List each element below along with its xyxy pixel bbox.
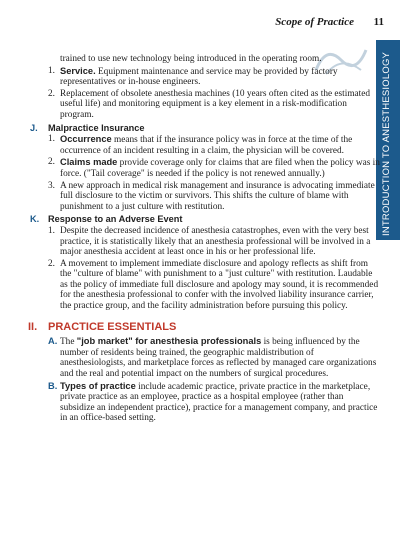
list-item: 2. A movement to implement immediate disclosure and apology reflects as shift from the "culture of blame" with punishment to a "just culture" with restitution. Laudable as the policy of immediate full disclosure and apology may sound, it is recommended for the anesthesia professional to confer with the involved liability insurance carrier, the practice group, and the facility administration before pursuing this policy. xyxy=(48,258,379,312)
list-item: 1. Occurrence means that if the insurance policy was in force at the time of the occurrence of an incident resulting in a claim, the physician will be covered. xyxy=(48,134,353,156)
list-item: B. Types of practice include academic practice, private practice in the marketplace, private practice as an employee, practice as a hospital employee (rather than subsidize an independent practice), practice for a management company, and practice in an office-based setting. xyxy=(48,380,378,424)
chapter-side-tab-label: INTRODUCTION TO ANESTHESIOLOGY xyxy=(381,51,392,236)
list-item: 2. Claims made provide coverage only for claims that are filed when the policy was in force. ("Tail coverage" is needed if the policy is not renewed annually.) xyxy=(48,157,380,179)
list-item: 1. Despite the decreased incidence of anesthesia catastrophes, even with the very best practice, it is statistically likely that an anesthesia professional will be involved in a major anesthesia accident at least once in his or her professional life. xyxy=(48,225,371,258)
page-content xyxy=(30,54,380,425)
list-item: A. The "job market" for anesthesia professionals is being influenced by the number of residents being trained, the geographic maldistribution of anesthesiologists, and marketplace forces as reflected by managed care organizations and the real and potential impact on the numbers of surgical procedures. xyxy=(48,336,377,380)
running-title: Scope of Practice xyxy=(275,16,354,28)
list-item: 3. A new approach in medical risk management and insurance is advocating immediate full disclosure to the victim or survivors. This shifts the culture of blame with punishment to a just culture with restitution. xyxy=(48,180,375,212)
list-item: 1. Service. Equipment maintenance and service may be provided by factory representatives or in-house engineers. xyxy=(48,65,338,88)
section-ii-heading: II. PRACTICE ESSENTIALS xyxy=(28,320,177,333)
page-header xyxy=(0,0,400,30)
list-item: 2. Replacement of obsolete anesthesia machines (10 years often cited as the estimated useful life) and monitoring equipment is a key element in a risk-modification program. xyxy=(48,88,371,120)
intro-paragraph: trained to use new technology being introduced in the operating room. xyxy=(60,54,322,64)
page-number: 11 xyxy=(373,16,384,28)
section-j-heading: J. Malpractice Insurance xyxy=(30,122,145,133)
section-k-heading: K. Response to an Adverse Event xyxy=(30,214,183,225)
